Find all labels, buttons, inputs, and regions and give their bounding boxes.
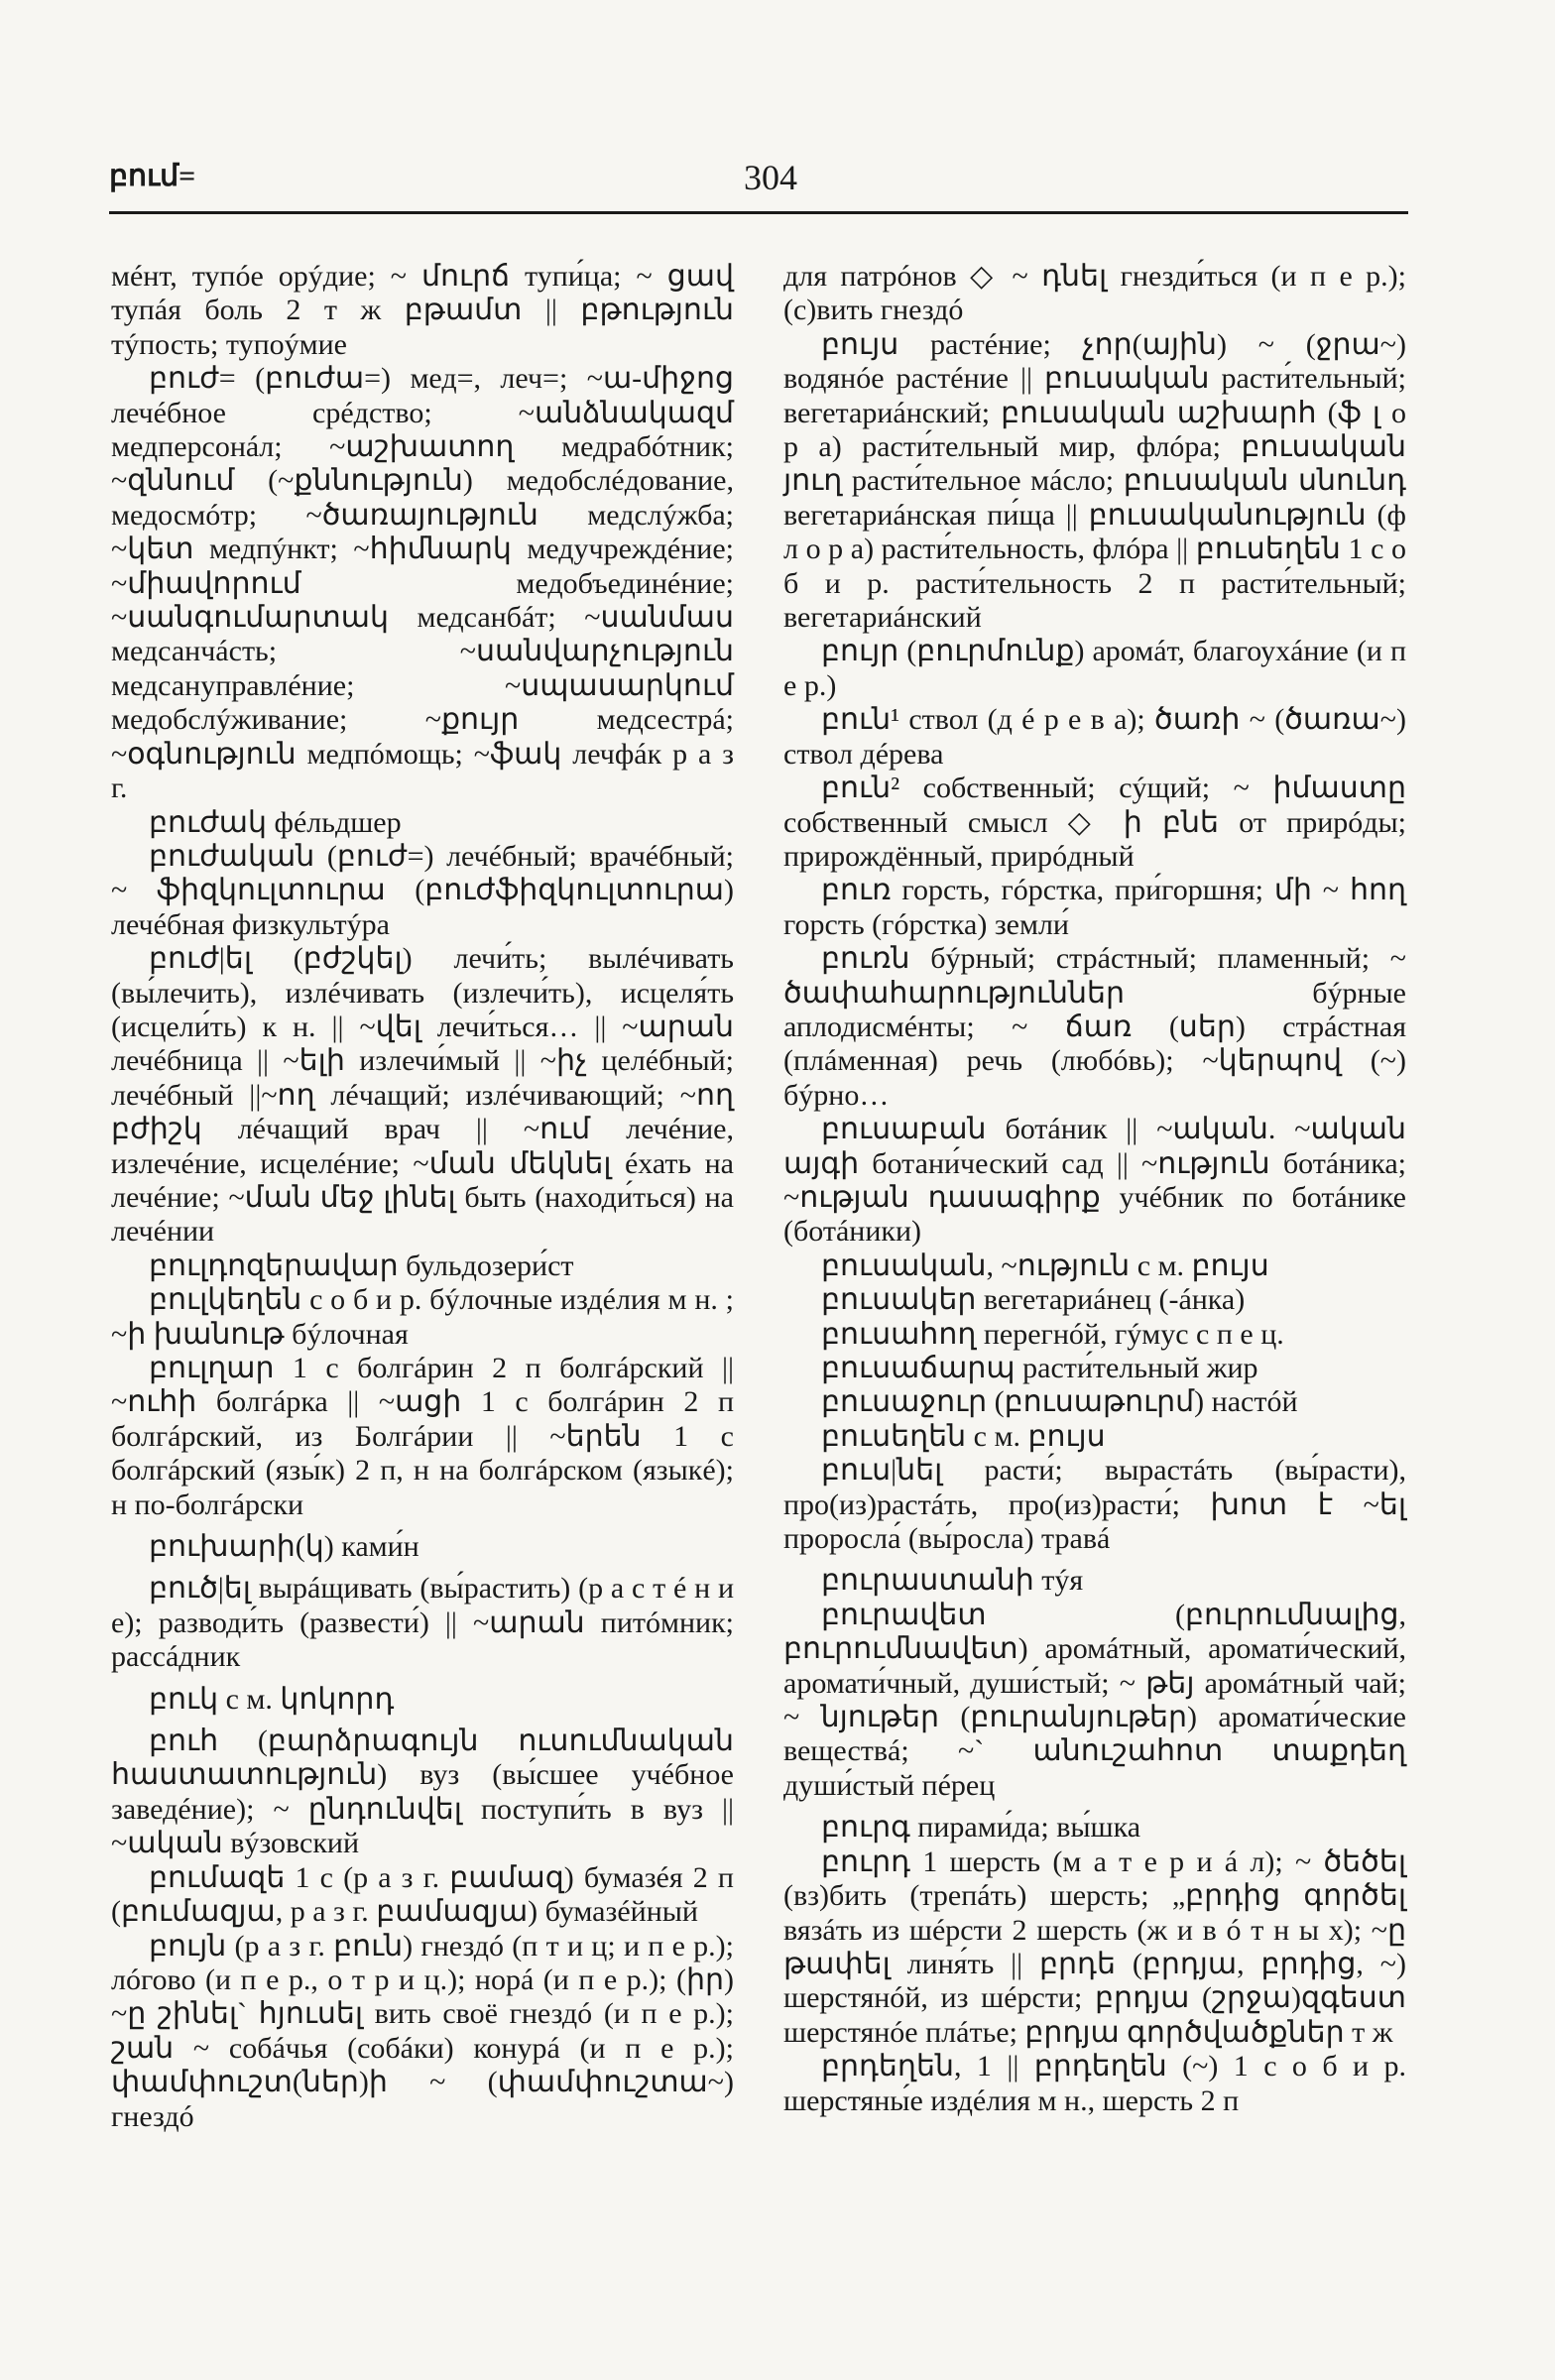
dictionary-entry: բուրավետ (բուրումնալից, բուրումնավետ) аромáтный, аромати́ческий, аромати́чный, души́стый; ~ թեյ аромáтный чай; ~ նյութեր (բուրանյութեր) аромати́ческие веществá; ~` անուշահոտ տաքդեղ души́стый пéрец bbox=[783, 1598, 1406, 1802]
dictionary-entry: բուխարի(կ) ками́н bbox=[149, 1530, 419, 1564]
dictionary-entry: բուկ с м. կոկորդ bbox=[149, 1682, 395, 1716]
running-head: բում= bbox=[109, 160, 196, 192]
left-column bbox=[111, 260, 734, 2134]
dictionary-entry: բուսական, ~ություն с м. բույս bbox=[821, 1249, 1269, 1282]
dictionary-entry: բուն¹ ствол (д é р е в а); ծառի ~ (ծառա~) ствол дéрева bbox=[783, 703, 1406, 771]
dictionary-entry: բուսաճարպ расти́тельный жир bbox=[821, 1352, 1258, 1384]
dictionary-entry: բուժ= (բուժա=) мед=, леч=; ~ա-միջոց лечéбное срéдство; ~անձնակազմ медперсонáл; ~աշխատող медрабóтник; ~զննում (~քննություն) медобслéдование, медосмóтр; ~ծառայություն медслýжба; ~կետ медпýнкт; ~հիմնարկ медучреждéние; ~միավորում медобъединéние; ~սանգումարտակ медсанбáт; ~սանմաս медсанчáсть; ~սանվարչություն медсануправлéние; ~սպասարկում медобслýживание; ~քույր медсестрá; ~օգնություն медпóмощь; ~ֆակ лечфáк р а з г. bbox=[111, 362, 734, 805]
dictionary-entry: բումազե 1 с (р а з г. բամազ) бумазéя 2 п (բումազյա, р а з г. բամազյա) бумазéйный bbox=[111, 1860, 734, 1929]
dictionary-entry: բուսաբան ботáник || ~ական. ~ական այգի ботани́ческий сад || ~ություն ботáника; ~ության դասագիրք учéбник по ботáнике (ботáники) bbox=[783, 1113, 1406, 1249]
dictionary-entry: բուրաստանի тýя bbox=[821, 1564, 1084, 1598]
dictionary-entry: բուժ|ել (բժշկել) лечи́ть; вылéчивать (вы́лечить), излéчивать (излечи́ть), исцеля́ть (исцели́ть) к н. || ~վել лечи́ться… || ~արան лечéбница || ~ելի излечи́мый || ~իչ целéбный; лечéбный ||~ող лéчащий; излéчивающий; ~ող բժիշկ лéчащий врач || ~ում лечéние, излечéние, исцелéние; ~ման մեկնել éхать на лечéние; ~ման մեջ լինել быть (находи́ться) на лечéнии bbox=[111, 942, 734, 1249]
dictionary-entry: բուն² собственный; сýщий; ~ իմաստը собственный смысл ◇ ի բնե от прирóды; прирождённый, прирóдный bbox=[783, 772, 1406, 873]
dictionary-entry: мéнт, тупóе орýдие; ~ մուրճ тупи́ца; ~ ցավ тупáя боль 2 т ж բթամտ || բթություն тýпость; тупоýмие bbox=[111, 260, 734, 361]
dictionary-entry: բույր (բուրմունք) аромáт, благоухáние (и п е р.) bbox=[783, 635, 1406, 702]
dictionary-entry: բույն (р а з г. բուն) гнездó (п т и ц; и п е р.); лóгово (и п е р., о т р и ц.); норá (и п е р.); (իր) ~ը շինել` հյուսել вить своё гнездó (и п е р.); շան ~ собáчья (собáки) конурá (и п е р.); փամփուշտ(ներ)ի ~ (փամփուշտա~) гнездó bbox=[111, 1929, 734, 2133]
dictionary-entry: բուս|նել расти́; вырастáть (вы́расти), про(из)растáть, про(из)расти́; խոտ է ~ել проросла́ (вы́росла) травá bbox=[783, 1454, 1406, 1556]
dictionary-entry: для патрóнов ◇ ~ դնել гнезди́ться (и п е р.); (с)вить гнездó bbox=[783, 260, 1406, 327]
dictionary-entry: բուրգ пирами́да; вы́шка bbox=[821, 1811, 1141, 1844]
dictionary-entry: բուլղար 1 с болгáрин 2 п болгáрский || ~ուհի болгáрка || ~ացի 1 с болгáрин 2 п болгáрский, из Болгáрии || ~երեն 1 с болгáрский (язы́к) 2 п, н на болгáрском (языкé); н по-болгáрски bbox=[111, 1352, 734, 1521]
dictionary-entry: բուրդ 1 шерсть (м а т е р и á л); ~ ծեծել (вз)бить (трепáть) шерсть; „բրդից գործել вязáть из шéрсти 2 шерсть (ж и в ó т н ы х); ~ը թափել линя́ть || բրդե (բրդյա, բրդից, ~) шерстянóй, из шéрсти; բրդյա (շրջա)զգեստ шерстянóе плáтье; բրդյա գործվածքներ т ж bbox=[783, 1844, 1406, 2049]
dictionary-entry: բուռ горсть, гóрстка, при́горшня; մի ~ հող горсть (гóрстка) земли́ bbox=[783, 874, 1406, 941]
dictionary-entry: բրդեղեն, 1 || բրդեղեն (~) 1 с о б и р. шерстяны́е издéлия м н., шерсть 2 п bbox=[783, 2050, 1406, 2117]
dictionary-entry: բուծ|ել вырáщивать (вы́растить) (р а с т é н и е); разводи́ть (развести́) || ~արան питóмник; рассáдник bbox=[111, 1572, 734, 1674]
dictionary-entry: բուլդոզերավար бульдозери́ст bbox=[149, 1249, 574, 1282]
dictionary-entry: բույս растéние; չոր(ային) ~ (ջրա~) водянóе растéние || բուսական расти́тельный; вегетариáнский; բուսական աշխարհ (ֆ լ о р а) расти́тельный мир, флóра; բուսական յուղ расти́тельное мáсло; բուսական սնունդ вегетариáнская пи́ща || բուսականություն (ф л о р а) расти́тельность, флóра || բուսեղեն 1 с о б и р. расти́тельность 2 п расти́тельный; вегетариáнский bbox=[783, 327, 1406, 635]
dictionary-entry: բուսահող перегнóй, гýмус с п е ц. bbox=[821, 1317, 1284, 1351]
dictionary-entry: բուռն бýрный; стрáстный; пламенный; ~ ծափահարություններ бýрные аплодисмéнты; ~ ճառ (սեր) стрáстная (плáменная) речь (любóвь); ~կերպով (~) бýрно… bbox=[783, 942, 1406, 1112]
dictionary-entry: բուհ (բարձրագույն ուսումնական հաստատություն) вуз (вы́сшее учéбное заведéние); ~ ընդունվել поступи́ть в вуз || ~ական вýзовский bbox=[111, 1725, 734, 1860]
dictionary-entry: բուժակ фéльдшер bbox=[149, 805, 402, 839]
dictionary-entry: բուսաջուր (բուսաթուրմ) настóй bbox=[821, 1385, 1298, 1419]
page-number: 304 bbox=[744, 158, 797, 197]
dictionary-entry: բուլկեղեն с о б и р. бýлочные издéлия м н. ; ~ի խանութ бýлочная bbox=[111, 1283, 734, 1351]
right-column bbox=[783, 260, 1406, 2118]
dictionary-entry: բուսակեր вегетариáнец (-áнка) bbox=[821, 1283, 1246, 1317]
page-header bbox=[109, 159, 1408, 208]
header-rule bbox=[109, 211, 1408, 214]
dictionary-entry: բուսեղեն с м. բույս bbox=[821, 1419, 1106, 1453]
dictionary-entry: բուժական (բուժ=) лечéбный; врачéбный; ~ ֆիզկուլտուրա (բուժֆիզկուլտուրա) лечéбная физкультýра bbox=[111, 839, 734, 941]
